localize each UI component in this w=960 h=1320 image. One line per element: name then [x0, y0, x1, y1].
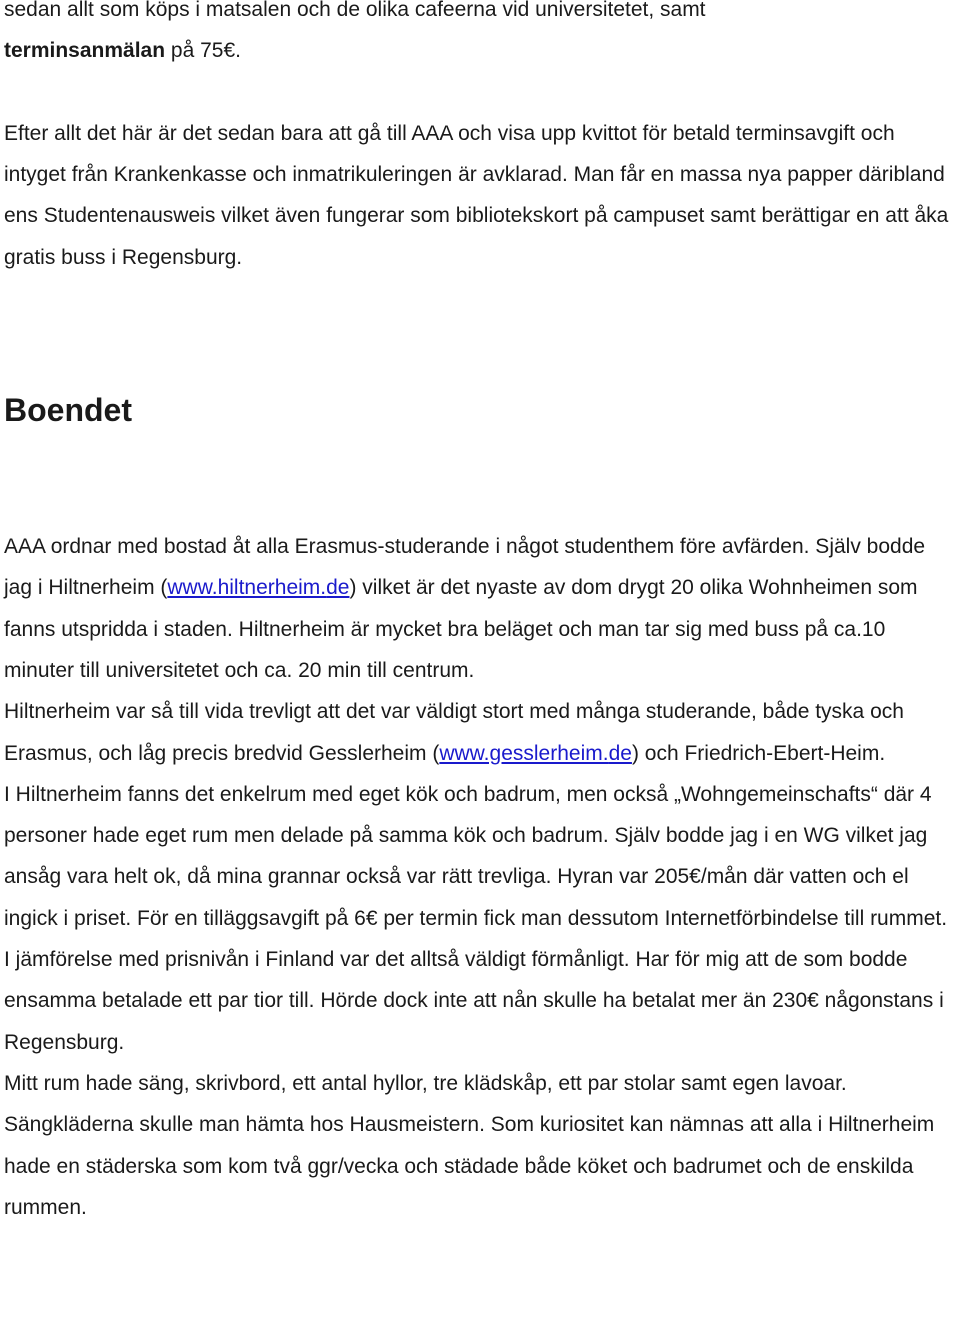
hiltnerheim-link[interactable]: [167, 576, 349, 599]
hiltnerheim-link-tld[interactable]: de: [326, 576, 350, 600]
hiltnerheim-link-host[interactable]: www.hiltnerheim.: [167, 576, 327, 600]
document-page: [4, 0, 956, 1228]
housing-text: AAA ordnar med bostad åt alla Erasmus-studerande i något studenthem före avfärden. Själv bodde jag i Hiltnerheim (: [4, 535, 926, 600]
paragraph-housing: [4, 526, 956, 774]
spacer: [4, 278, 956, 390]
paragraph-my-room: Mitt rum hade säng, skrivbord, ett antal hyllor, tre klädskåp, ett par stolar samt egen lavoar. Sängkläderna skulle man hämta hos Hausmeistern. Som kuriositet kan nämnas att alla i Hiltnerheim hade en städerska som kom två ggr/vecka och städade både köket och badrumet och de enskilda rummen.: [4, 1071, 935, 1219]
paragraph-registration: Efter allt det här är det sedan bara att gå till AAA och visa upp kvittot för betald terminsavgift och intyget från Krankenkasse och inmatrikuleringen är avklarad. Man får en massa nya papper däribland ens Studentenausweis vilket även fungerar som bibliotekskort på campuset samt berättigar en att åka gratis buss i Regensburg.: [4, 121, 949, 269]
intro-paragraph: [4, 0, 956, 72]
spacer: [4, 430, 956, 526]
gesslerheim-link[interactable]: [439, 742, 632, 765]
paragraph-rooms: I Hiltnerheim fanns det enkelrum med eget kök och badrum, men också „Wohngemeinschafts“ där 4 personer hade eget rum men delade på samma kök och badrum. Själv bodde jag i en WG vilket jag ansåg vara helt ok, då mina grannar också var rätt trevliga. Hyran var 205€/mån där vatten och el ingick i priset. För en tilläggsavgift på 6€ per termin fick man dessutom Internetförbindelse till rummet. I jämförelse med prisnivån i Finland var det alltså väldigt förmånligt. Har för mig att de som bodde ensamma betalade ett par tior till. Hörde dock inte att nån skulle ha betalat mer än 230€ någonstans i Regensburg.: [4, 782, 948, 1054]
intro-text-end: på 75€.: [165, 39, 241, 63]
gesslerheim-link-tld[interactable]: de: [608, 741, 632, 765]
gesslerheim-link-host[interactable]: www.gesslerheim.: [439, 741, 609, 765]
intro-bold-term: terminsanmälan: [4, 39, 166, 63]
housing-text-2: ) vilket är det nyaste av dom drygt 20 olika Wohnheimen som fanns utspridda i staden. Hiltnerheim är mycket bra beläget och man tar sig med buss på ca.10 minuter till universitetet och ca. 20 min till centrum.: [4, 576, 918, 682]
spacer: [4, 72, 956, 113]
housing-text-4: ) och Friedrich-Ebert-Heim.: [631, 741, 886, 765]
section-heading-boendet: Boendet: [4, 392, 132, 429]
housing-text-3: Hiltnerheim var så till vida trevligt att det var väldigt stort med många studerande, både tyska och Erasmus, och låg precis bredvid Gesslerheim (: [4, 700, 904, 765]
intro-text: sedan allt som köps i matsalen och de olika cafeerna vid universitetet, samt: [4, 0, 706, 21]
